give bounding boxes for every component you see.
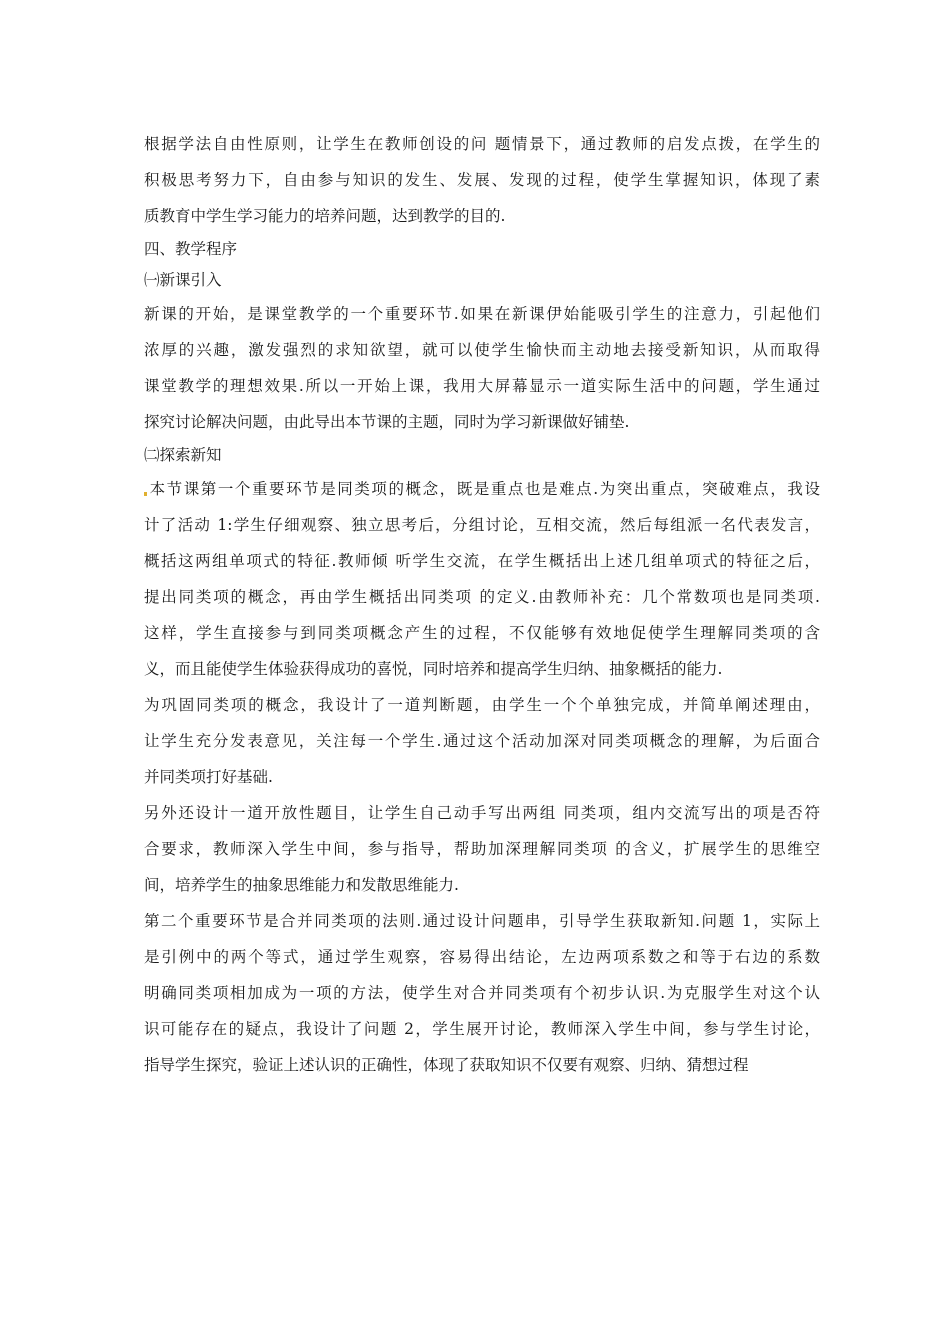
text-line: 第二个重要环节是合并同类项的法则.通过设计问题串，引导学生获取新知.问题 1，实际上 bbox=[144, 912, 820, 930]
text-line: 根据学法自由性原则，让学生在教师创设的问 题情景下，通过教师的启发点拨，在学生的 bbox=[144, 135, 820, 153]
document-body bbox=[144, 126, 820, 1083]
text-line: 概括这两组单项式的特征.教师倾 听学生交流，在学生概括出上述几组单项式的特征之后， bbox=[144, 552, 820, 570]
text-line: 间，培养学生的抽象思维能力和发散思维能力. bbox=[144, 876, 459, 894]
text-line: 识可能存在的疑点，我设计了问题 2，学生展开讨论，教师深入学生中间，参与学生讨论， bbox=[144, 1020, 820, 1038]
text-line: 合要求，教师深入学生中间，参与指导，帮助加深理解同类项 的含义，扩展学生的思维空 bbox=[144, 840, 820, 858]
text-line: 浓厚的兴趣，激发强烈的求知欲望，就可以使学生愉快而主动地去接受新知识，从而取得 bbox=[144, 341, 820, 359]
text-line: 这样，学生直接参与到同类项概念产生的过程，不仅能够有效地促使学生理解同类项的含 bbox=[144, 624, 820, 642]
highlight-mark bbox=[144, 492, 147, 496]
subsection-heading: ㈠新课引入 bbox=[144, 271, 222, 289]
text-line: 课堂教学的理想效果.所以一开始上课，我用大屏幕显示一道实际生活中的问题，学生通过 bbox=[144, 377, 820, 395]
text-line: 明确同类项相加成为一项的方法，使学生对合并同类项有个初步认识.为克服学生对这个认 bbox=[144, 984, 820, 1002]
text-line: 计了活动 1:学生仔细观察、独立思考后，分组讨论，互相交流，然后每组派一名代表发言， bbox=[144, 516, 820, 534]
text-line: 积极思考努力下，自由参与知识的发生、发展、发现的过程，使学生掌握知识，体现了素 bbox=[144, 171, 820, 189]
text-line: 并同类项打好基础. bbox=[144, 768, 273, 786]
text-line: 义，而且能使学生体验获得成功的喜悦，同时培养和提高学生归纳、抽象概括的能力. bbox=[144, 660, 723, 678]
text-line: 质教育中学生学习能力的培养问题，达到教学的目的. bbox=[144, 207, 506, 225]
text-line: 另外还设计一道开放性题目，让学生自己动手写出两组 同类项，组内交流写出的项是否符 bbox=[144, 804, 820, 822]
text-line: 提出同类项的概念，再由学生概括出同类项 的定义.由教师补充：几个常数项也是同类项. bbox=[144, 588, 820, 606]
subsection-heading: ㈡探索新知 bbox=[144, 446, 222, 464]
text-line: 让学生充分发表意见，关注每一个学生.通过这个活动加深对同类项概念的理解，为后面合 bbox=[144, 732, 820, 750]
text-line: 探究讨论解决问题，由此导出本节课的主题，同时为学习新课做好铺垫. bbox=[144, 413, 630, 431]
text-line bbox=[144, 471, 820, 507]
text-line: 指导学生探究，验证上述认识的正确性，体现了获取知识不仅要有观察、归纳、猜想过程 bbox=[144, 1056, 749, 1074]
section-heading: 四、教学程序 bbox=[144, 240, 238, 258]
text-line-content: 本节课第一个重要环节是同类项的概念，既是重点也是难点.为突出重点，突破难点，我设 bbox=[148, 480, 820, 498]
text-line: 新课的开始，是课堂教学的一个重要环节.如果在新课伊始能吸引学生的注意力，引起他们 bbox=[144, 305, 820, 323]
text-line: 为巩固同类项的概念，我设计了一道判断题，由学生一个个单独完成，并简单阐述理由， bbox=[144, 696, 820, 714]
text-line: 是引例中的两个等式，通过学生观察，容易得出结论，左边两项系数之和等于右边的系数 bbox=[144, 948, 820, 966]
